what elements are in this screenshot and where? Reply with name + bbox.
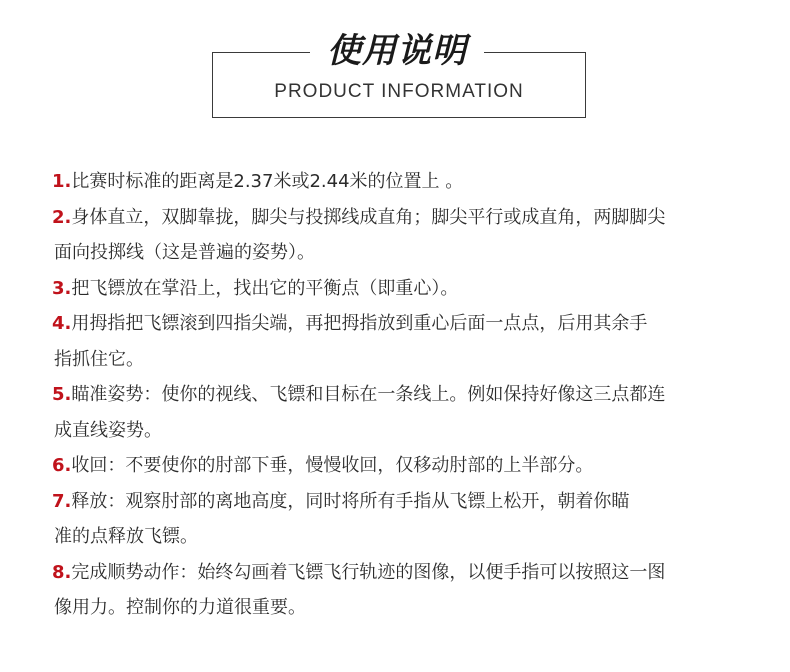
item-text: 释放：观察肘部的离地高度，同时将所有手指从飞镖上松开，朝着你瞄: [71, 490, 630, 512]
item-text: 比赛时标准的距离是2.37米或2.44米的位置上 。: [71, 171, 464, 192]
item-text: 用拇指把飞镖滚到四指尖端，再把拇指放到重心后面一点点，后用其余手: [71, 313, 648, 334]
item-text: 收回：不要使你的肘部下垂，慢慢收回，仅移动肘部的上半部分。: [71, 455, 594, 476]
instruction-list: [52, 164, 752, 626]
item-number: 8.: [52, 561, 72, 583]
item-text: 完成顺势动作：始终勾画着飞镖飞行轨迹的图像，以便手指可以按照这一图: [71, 561, 666, 583]
item-number: 3.: [52, 277, 72, 299]
item-text: 身体直立，双脚靠拢，脚尖与投掷线成直角；脚尖平行或成直角，两脚脚尖: [71, 206, 666, 228]
list-item: [52, 271, 752, 307]
item-number: 7.: [52, 490, 72, 512]
list-item: [52, 306, 752, 377]
item-text-continuation: 准的点释放飞镖。: [54, 526, 198, 547]
list-item: [52, 200, 752, 271]
item-number: 2.: [52, 206, 72, 228]
list-item: [52, 377, 752, 448]
item-text-continuation: 面向投掷线（这是普遍的姿势）。: [54, 242, 315, 263]
list-item: [52, 164, 752, 200]
item-number: 4.: [52, 313, 72, 334]
page-title: 使用说明: [327, 31, 467, 71]
item-number: 1.: [52, 171, 72, 192]
list-item: [52, 484, 752, 555]
list-item: [52, 555, 752, 626]
list-item: [52, 448, 752, 484]
item-text: 瞄准姿势：使你的视线、飞镖和目标在一条线上。例如保持好像这三点都连: [71, 384, 666, 405]
item-text: 把飞镖放在掌沿上，找出它的平衡点（即重心）。: [71, 277, 459, 299]
item-text-continuation: 成直线姿势。: [54, 419, 162, 441]
item-number: 6.: [52, 455, 72, 476]
item-text-continuation: 像用力。控制你的力道很重要。: [54, 597, 306, 618]
page-subtitle: PRODUCT INFORMATION: [274, 81, 524, 102]
item-text-continuation: 指抓住它。: [54, 348, 144, 370]
item-number: 5.: [52, 384, 72, 405]
